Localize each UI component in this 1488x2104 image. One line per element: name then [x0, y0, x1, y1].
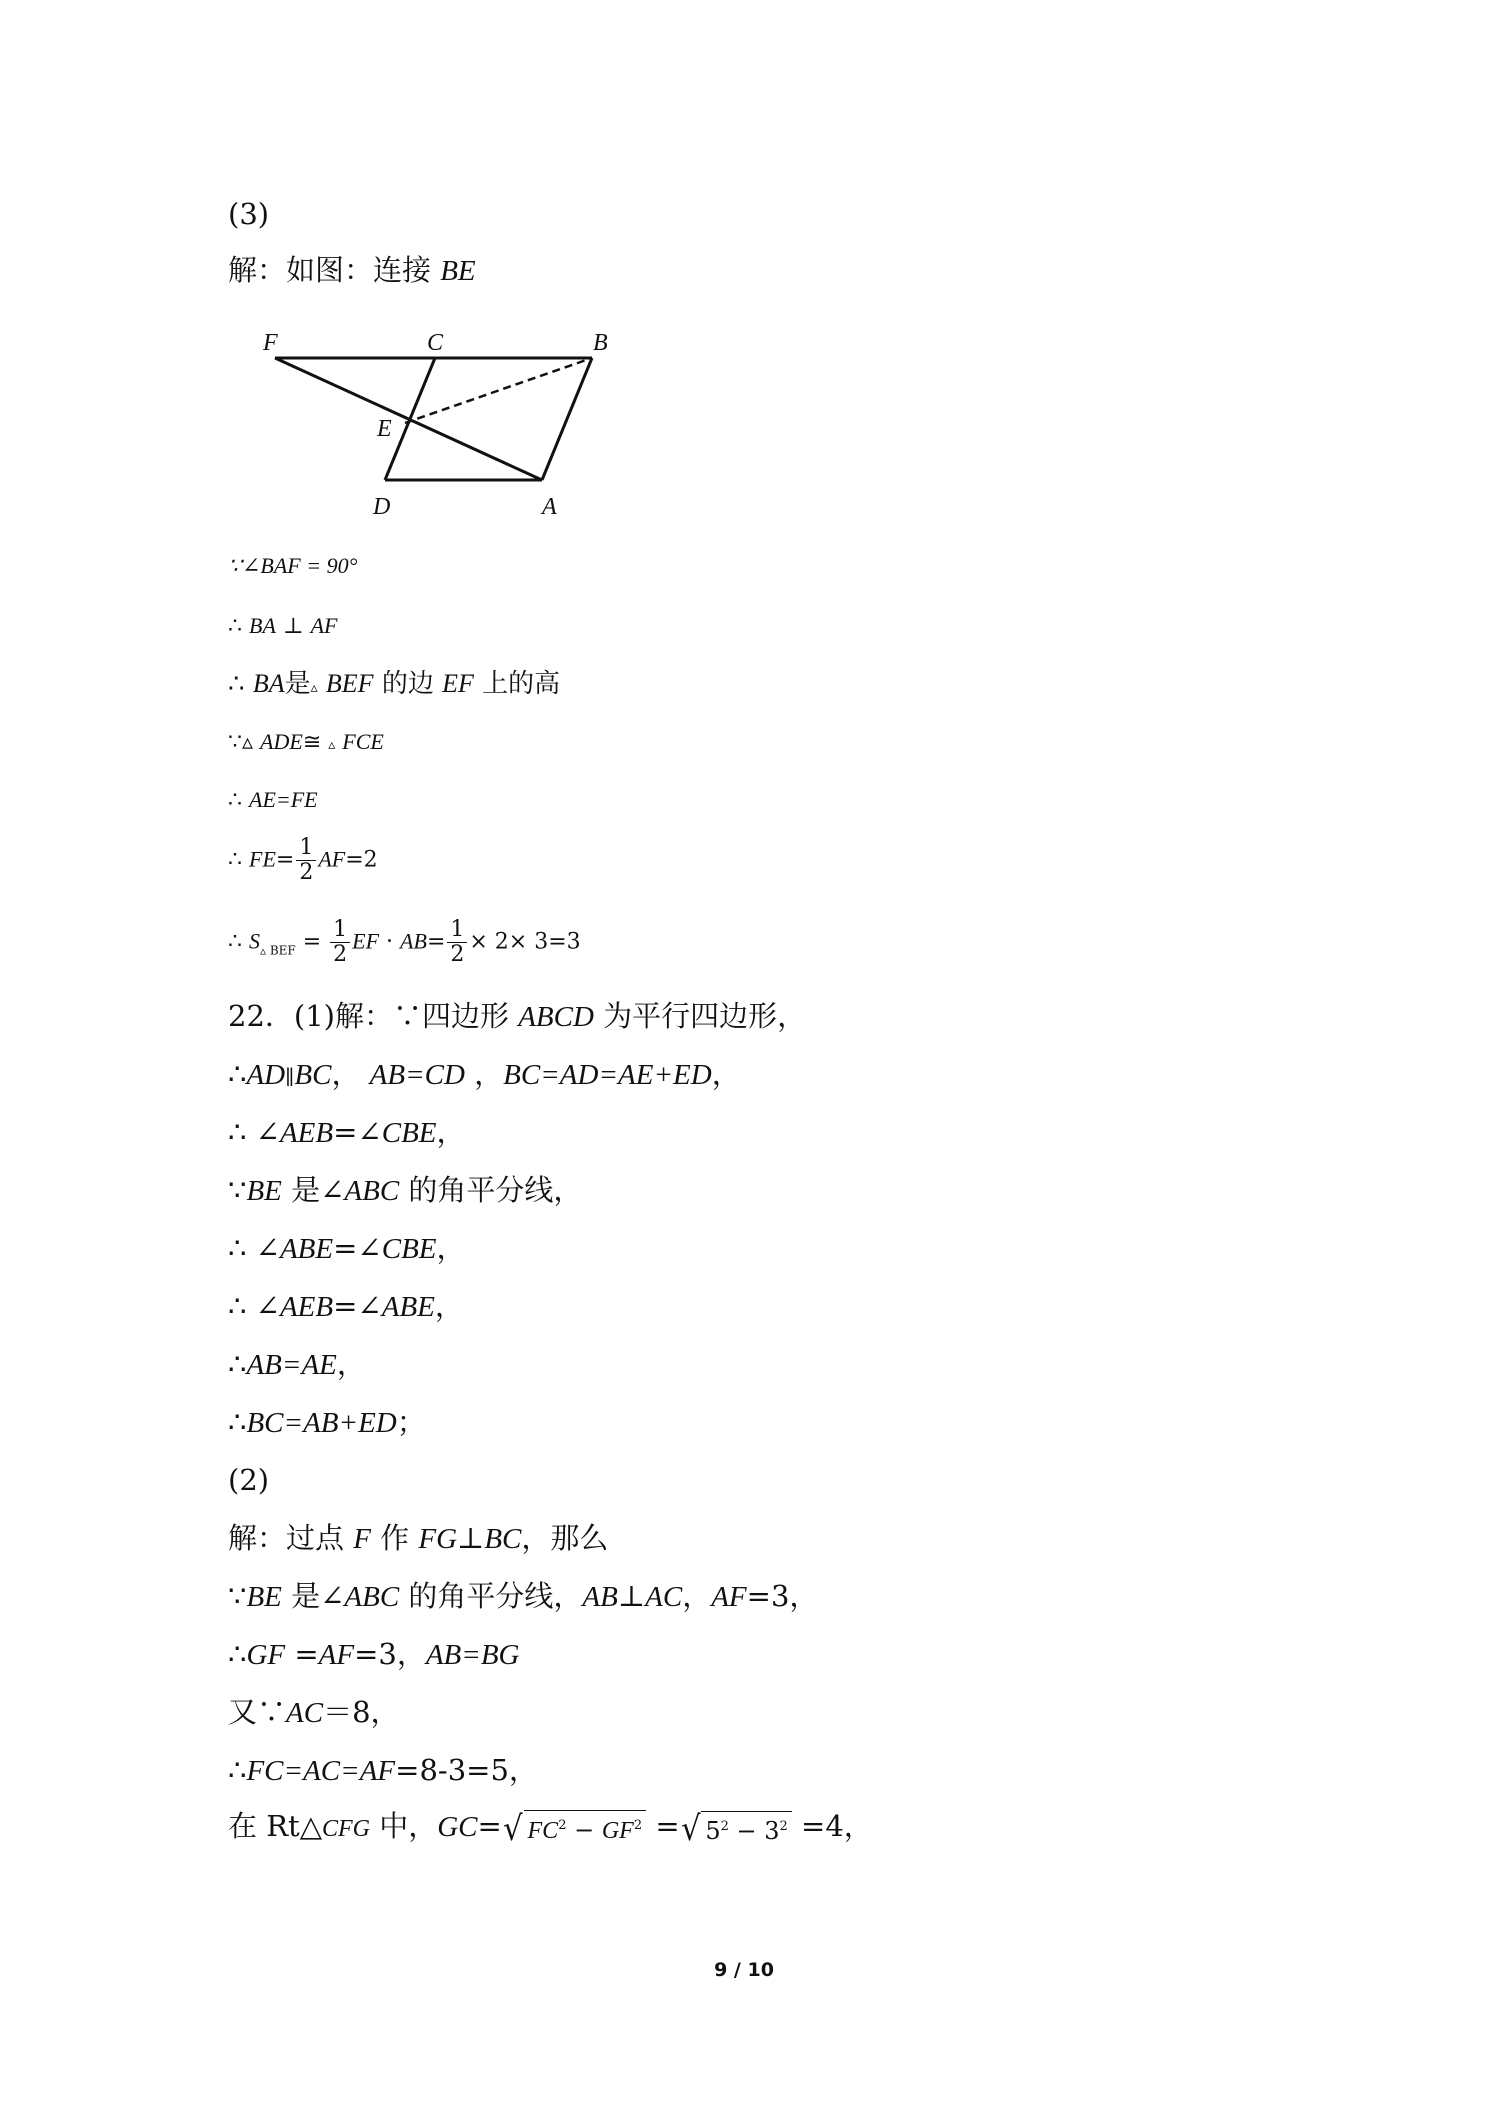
- label-b: B: [593, 330, 608, 356]
- q22-line-1: 22．(1)解：∵四边形 ABCD 为平行四边形，: [228, 999, 807, 1033]
- page-number: 9 / 10: [714, 1959, 774, 1981]
- proof3-line-1: ∵∠BAF = 90°: [228, 553, 358, 578]
- q22-line-6: ∴ ∠AEB=∠ABE，: [228, 1289, 464, 1323]
- label-e: E: [377, 416, 392, 442]
- label-c: C: [427, 330, 444, 356]
- q22-line-5: ∴ ∠ABE=∠CBE，: [228, 1231, 466, 1265]
- proof3-line-5: ∴ AE=FE: [228, 787, 318, 813]
- proof3-line-7: ∴ $S_{▵ BEF}$ = $\frac{1}{2}$ EF · AB= $\frac{1}{2}$ × 2× 3=3: [228, 917, 581, 967]
- proof3-line-4: ∵▵ ADE≅ ▵ FCE: [228, 729, 384, 755]
- proof3-line-6: ∴ FE= $\frac{1}{2}$ AF=2: [228, 835, 378, 885]
- part-3-label: (3): [228, 197, 270, 231]
- segment-be-dashed: [405, 358, 592, 423]
- q22-line-7: ∴AB=AE，: [228, 1347, 366, 1381]
- q22-line-10: 解：过点 F 作 FG⊥BC，那么: [228, 1521, 609, 1555]
- q22-line-4: ∵BE 是∠ABC 的角平分线，: [228, 1173, 583, 1207]
- sqrt-5-3: √ $5^2 - 3^2$: [680, 1811, 792, 1846]
- label-f: F: [263, 330, 278, 356]
- part-3-intro: 解：如图：连接 BE: [228, 253, 476, 287]
- q22-line-3: ∴ ∠AEB=∠CBE，: [228, 1115, 466, 1149]
- q22-line-15: 在 Rt△CFG 中，GC= √ $FC^2 - GF^2$ = √ $5^2 - 3^2$ =4，: [228, 1808, 873, 1849]
- q22-line-2: ∴AD∥BC， AB=CD ，BC=AD=AE+ED，: [228, 1057, 741, 1091]
- q22-line-9: (2): [228, 1463, 270, 1497]
- proof3-line-3: ∴ BA是▵ BEF 的边 EF 上的高: [228, 669, 561, 699]
- q22-line-12: ∴GF =AF=3，AB=BG: [228, 1637, 520, 1671]
- sqrt-fc-gf: √ $FC^2 - GF^2$: [502, 1810, 646, 1846]
- q22-line-14: ∴FC=AC=AF=8-3=5，: [228, 1753, 538, 1787]
- label-d: D: [373, 494, 391, 520]
- q22-line-8: ∴BC=AB+ED；: [228, 1405, 426, 1439]
- label-a: A: [542, 494, 557, 520]
- parallelogram-figure: [255, 324, 615, 524]
- q22-line-11: ∵BE 是∠ABC 的角平分线，AB⊥AC，AF=3，: [228, 1579, 819, 1613]
- q22-line-13: 又∵AC＝8，: [228, 1695, 400, 1729]
- proof3-line-2: ∴ BA ⊥ AF: [228, 613, 338, 639]
- segment-ab: [542, 358, 592, 480]
- segment-fa: [275, 358, 542, 480]
